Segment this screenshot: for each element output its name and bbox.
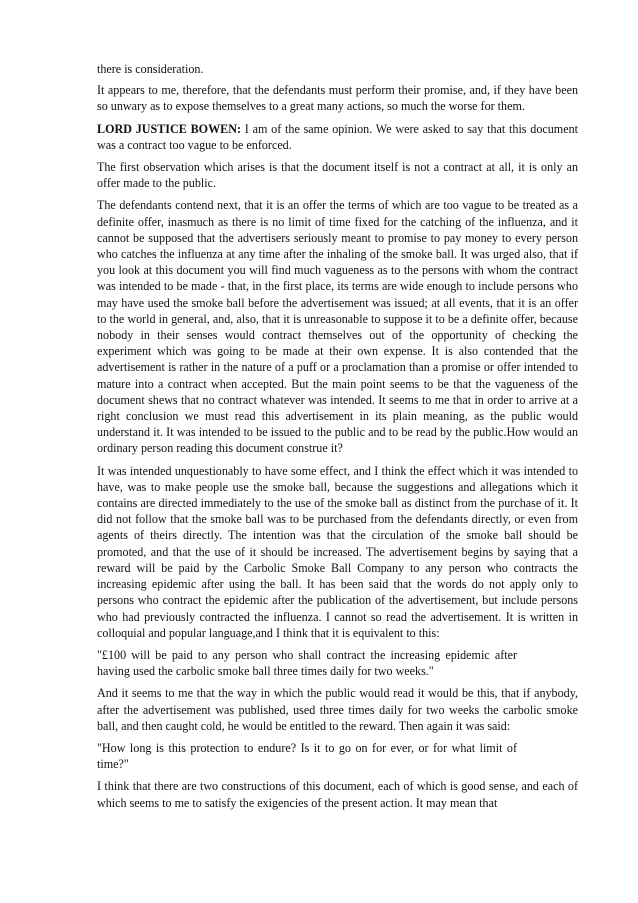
paragraph-2: It appears to me, therefore, that the defendants must perform their promise, and, if they have been so unwary as to expose themselves to a great many actions, so much the worse for them. <box>97 83 578 114</box>
block-quote-2: "How long is this protection to endure? Is it to go on for ever, or for what limit of time?" <box>97 740 517 772</box>
paragraph-8: I think that there are two constructions of this document, each of which is good sense, and each of which seems to me to satisfy the exigencies of the present action. It may mean that <box>97 779 578 810</box>
paragraph-5: The defendants contend next, that it is an offer the terms of which are too vague to be treated as a definite offer, inasmuch as there is no limit of time fixed for the catching of the influenza, and it cannot be supposed that the advertisers seriously meant to promise to pay money to every person who catches the influenza at any time after the inhaling of the smoke ball. It was urged also, that if you look at this document you will find much vagueness as to the persons with whom the contract was intended to be made - that, in the first place, its terms are wide enough to include persons who may have used the smoke ball before the advertisement was issued; at all events, that it is an offer to the world in general, and, also, that it is unreasonable to suppose it to be a definite offer, because nobody in their senses would contract themselves out of the opportunity of checking the experiment which was going to be made at their own expense. It is also contended that the advertisement is rather in the nature of a puff or a proclamation than a promise or offer intended to mature into a contract when accepted. But the main point seems to be that the vagueness of the document shews that no contract whatever was intended. It seems to me that in order to arrive at a right conclusion we must read this advertisement in its plain meaning, as the public would understand it. It was intended to be issued to the public and to be read by the public.How would an ordinary person reading this document construe it? <box>97 198 578 456</box>
speaker-name: LORD JUSTICE BOWEN: <box>97 121 241 136</box>
document-page <box>97 61 578 817</box>
paragraph-1: there is consideration. <box>97 62 204 76</box>
paragraph-6: It was intended unquestionably to have some effect, and I think the effect which it was intended to have, was to make people use the smoke ball, because the suggestions and allegations which it contains are directed immediately to the use of the smoke ball as distinct from the purchase of it. It did not follow that the smoke ball was to be purchased from the defendants directly, or even from agents of theirs directly. The intention was that the circulation of the smoke ball should be promoted, and that the use of it should be increased. The advertisement begins by saying that a reward will be paid by the Carbolic Smoke Ball Company to any person who contracts the increasing epidemic after using the ball. It has been said that the words do not apply only to persons who contract the epidemic after the publication of the advertisement, but include persons who had previously contracted the influenza. I cannot so read the advertisement. It is written in colloquial and popular language,and I think that it is equivalent to this: <box>97 463 578 640</box>
paragraph-4: The first observation which arises is that the document itself is not a contract at all, it is only an offer made to the public. <box>97 160 578 191</box>
paragraph-3 <box>97 121 578 153</box>
paragraph-3-text: I am of the same opinion. We were asked to say that this document was a contract too vague to be enforced. <box>97 121 578 152</box>
paragraph-7: And it seems to me that the way in which the public would read it would be this, that if anybody, after the advertisement was published, used three times daily for two weeks the carbolic smoke ball, and then caught cold, he would be entitled to the reward. Then again it was said: <box>97 686 578 733</box>
block-quote-1: "£100 will be paid to any person who shall contract the increasing epidemic after having used the carbolic smoke ball three times daily for two weeks." <box>97 647 517 679</box>
